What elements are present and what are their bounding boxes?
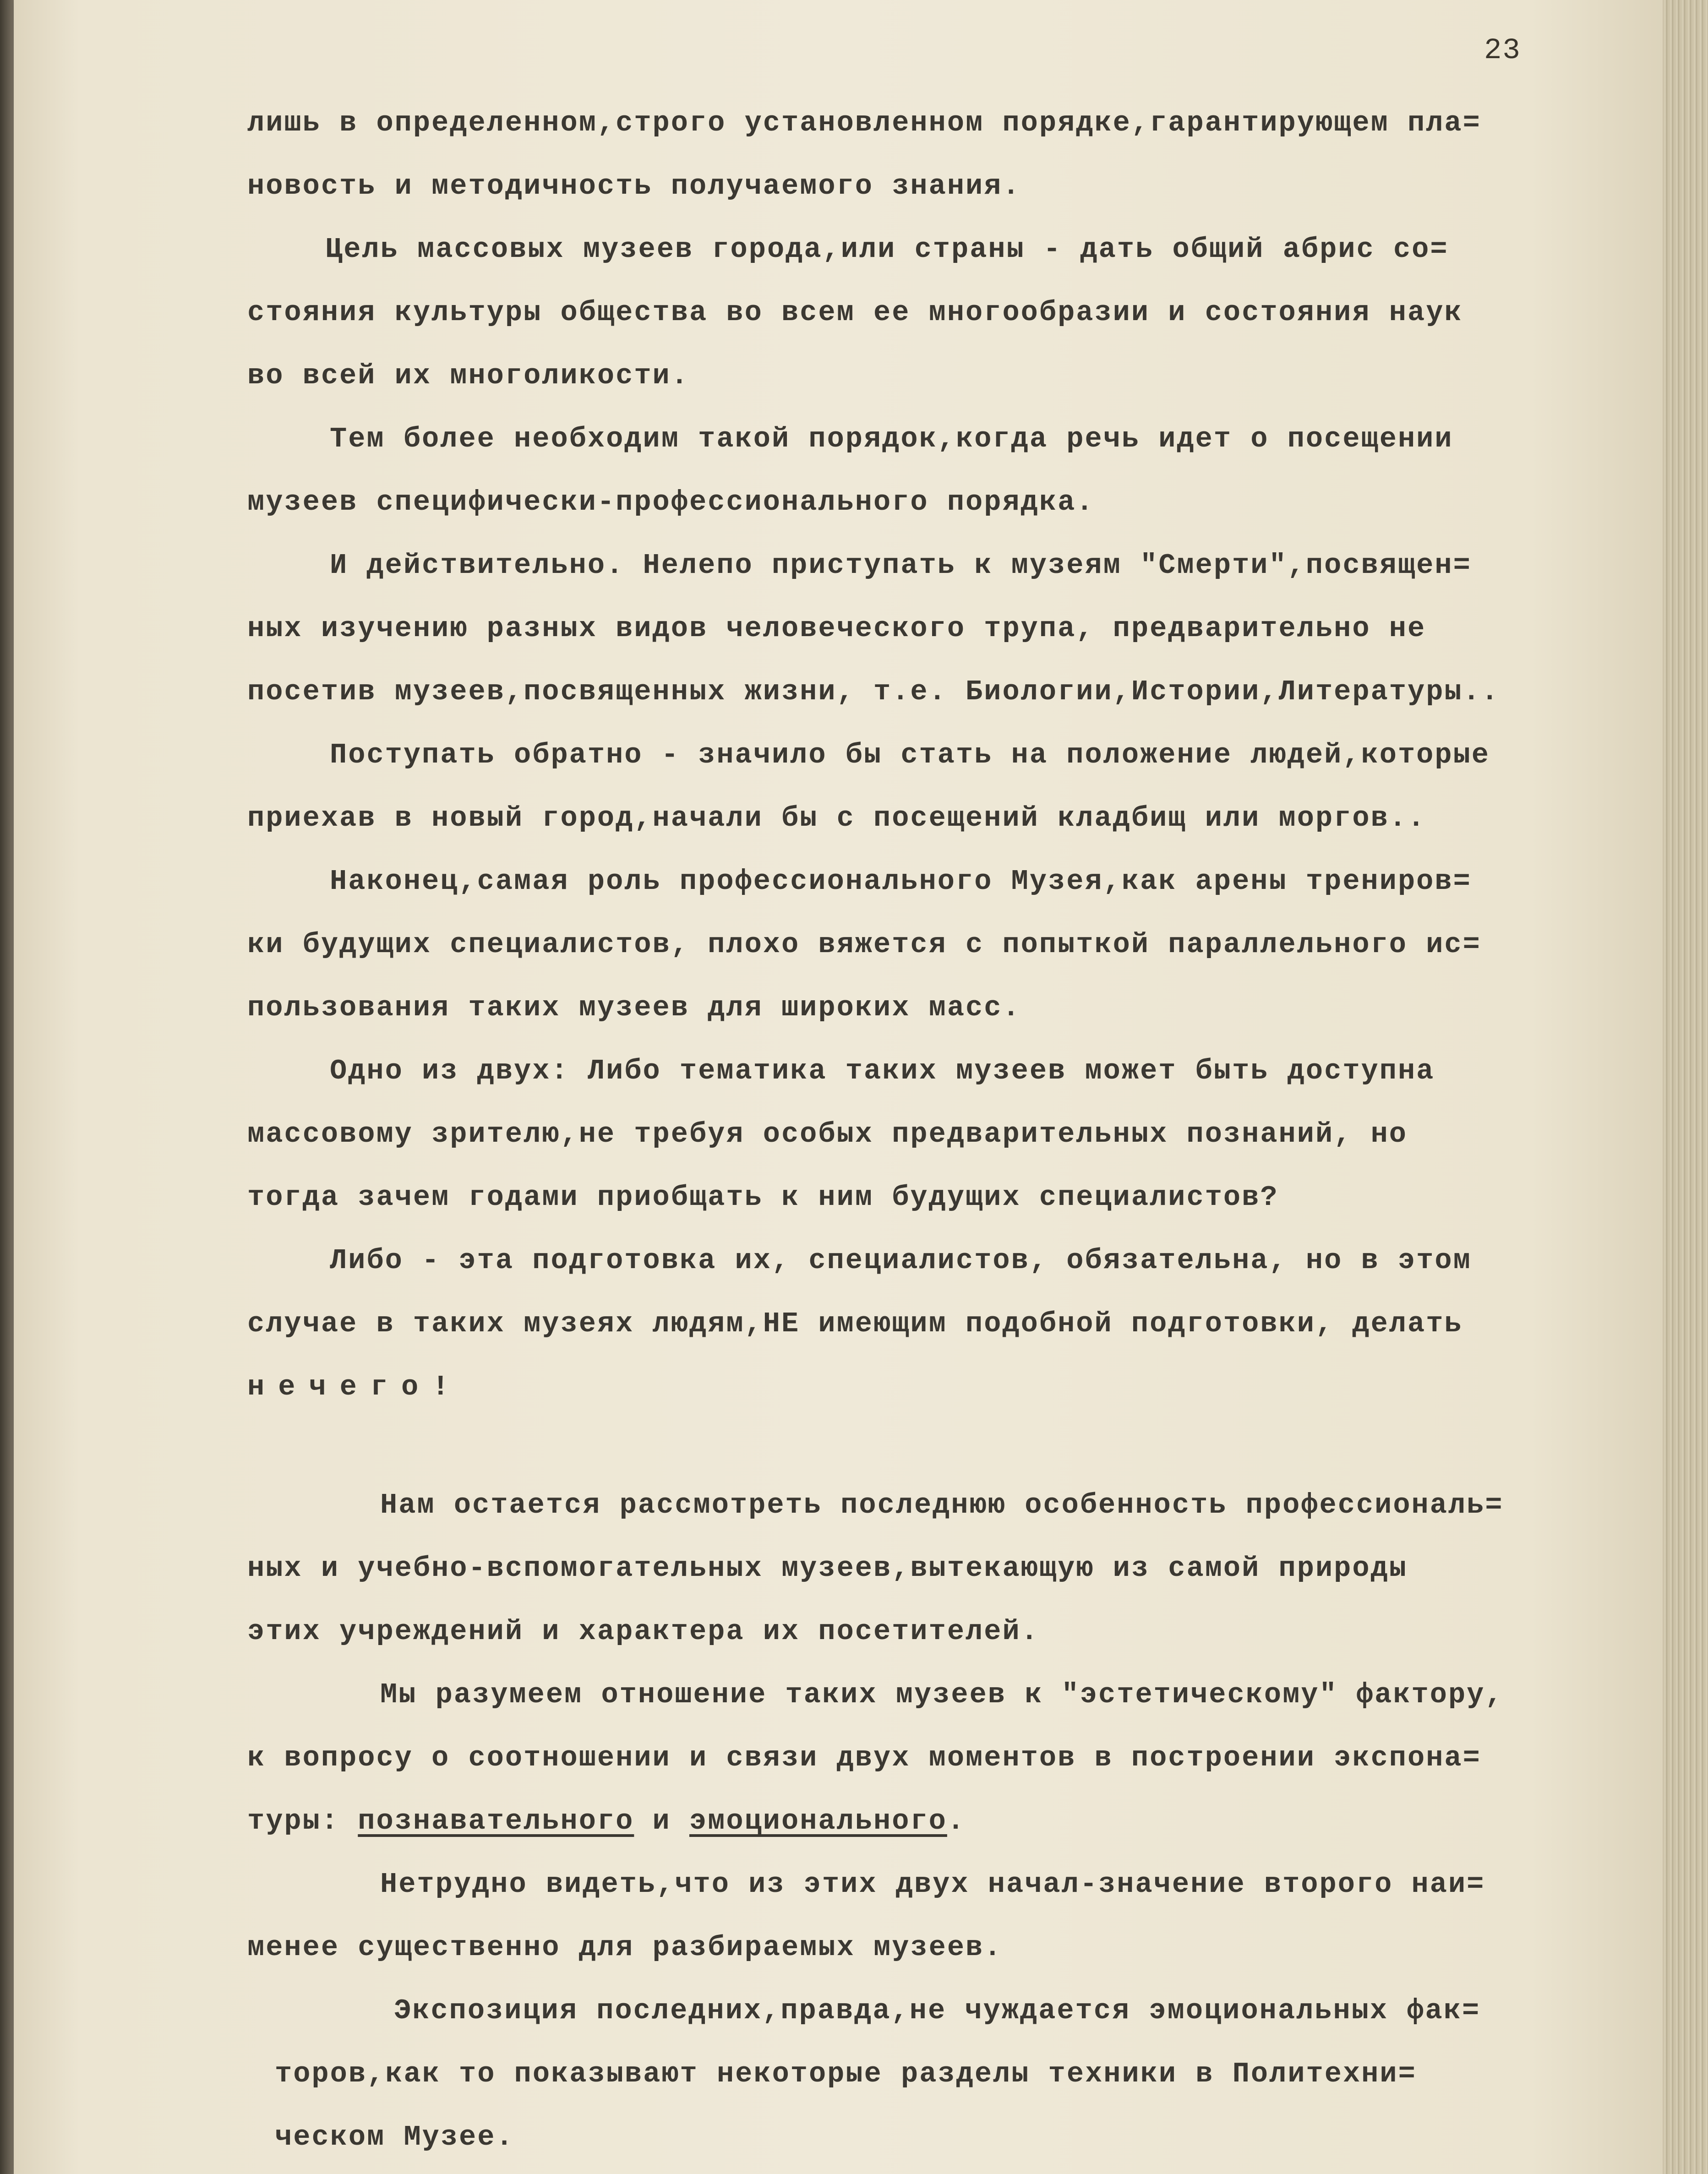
text-line: к вопросу о соотношении и связи двух моментов в построении экспона= [247, 1742, 1481, 1774]
text-fragment: . [947, 1805, 966, 1837]
text-line: массовому зрителю,не требуя особых предварительных познаний, но [247, 1118, 1408, 1150]
text-line: Либо - эта подготовка их, специалистов, обязательна, но в этом [330, 1244, 1472, 1277]
text-line: посетив музеев,посвященных жизни, т.е. Биологии,Истории,Литературы.. [247, 676, 1500, 708]
underlined-word: познавательного [358, 1805, 634, 1837]
text-line: новость и методичность получаемого знания. [247, 170, 1021, 202]
text-line: Поступать обратно - значило бы стать на положение людей,которые [330, 739, 1490, 771]
text-line: стояния культуры общества во всем ее многообразии и состояния наук [247, 296, 1463, 329]
text-line: этих учреждений и характера их посетителей. [247, 1615, 1039, 1648]
text-line: Тем более необходим такой порядок,когда речь идет о посещении [330, 423, 1453, 455]
text-line: Нетрудно видеть,что из этих двух начал-значение второго наи= [380, 1868, 1485, 1901]
text-line: Цель массовых музеев города,или страны - дать общий абрис со= [325, 233, 1449, 266]
text-line [247, 1790, 1640, 1853]
text-line: приехав в новый город,начали бы с посещений кладбищ или моргов.. [247, 802, 1426, 834]
binding-strip [0, 0, 14, 2174]
page-edges [1663, 0, 1708, 2174]
text-line: случае в таких музеях людям,НЕ имеющим подобной подготовки, делать [247, 1308, 1463, 1340]
paragraph-gap [247, 1419, 1640, 1474]
text-fragment: туры: [247, 1805, 358, 1837]
text-line: Наконец,самая роль профессионального Музея,как арены трениров= [330, 865, 1472, 898]
text-line: Мы разумеем отношение таких музеев к "эстетическому" фактору, [380, 1678, 1504, 1711]
text-line: Одно из двух: Либо тематика таких музеев может быть доступна [330, 1055, 1435, 1087]
text-line: тогда зачем годами приобщать к ним будущих специалистов? [247, 1181, 1279, 1214]
text-line: менее существенно для разбираемых музеев. [247, 1931, 1003, 1964]
text-fragment: и [634, 1805, 689, 1837]
text-line: Нам остается рассмотреть последнюю особенность профессиональ= [380, 1489, 1504, 1521]
typewritten-text [247, 92, 1640, 2169]
text-line: лишь в определенном,строго установленном порядке,гарантирующем пла= [247, 107, 1481, 139]
text-line: пользования таких музеев для широких масс. [247, 992, 1021, 1024]
text-line: нечего! [247, 1371, 463, 1403]
underlined-word: эмоционального [689, 1805, 947, 1837]
text-line: ческом Музее. [275, 2121, 514, 2153]
text-line: во всей их многоликости. [247, 360, 689, 392]
text-line: Экспозиция последних,правда,не чуждается эмоциональных фак= [394, 1994, 1481, 2027]
page-number: 23 [1484, 34, 1521, 67]
text-line: И действительно. Нелепо приступать к музеям "Смерти",посвящен= [330, 549, 1472, 582]
text-line: ки будущих специалистов, плохо вяжется с попыткой параллельного ис= [247, 928, 1481, 961]
text-line: ных и учебно-вспомогательных музеев,вытекающую из самой природы [247, 1552, 1408, 1585]
text-line: ных изучению разных видов человеческого трупа, предварительно не [247, 612, 1426, 645]
text-line: музеев специфически-профессионального порядка. [247, 486, 1095, 518]
text-line: торов,как то показывают некоторые разделы техники в Политехни= [275, 2058, 1417, 2090]
